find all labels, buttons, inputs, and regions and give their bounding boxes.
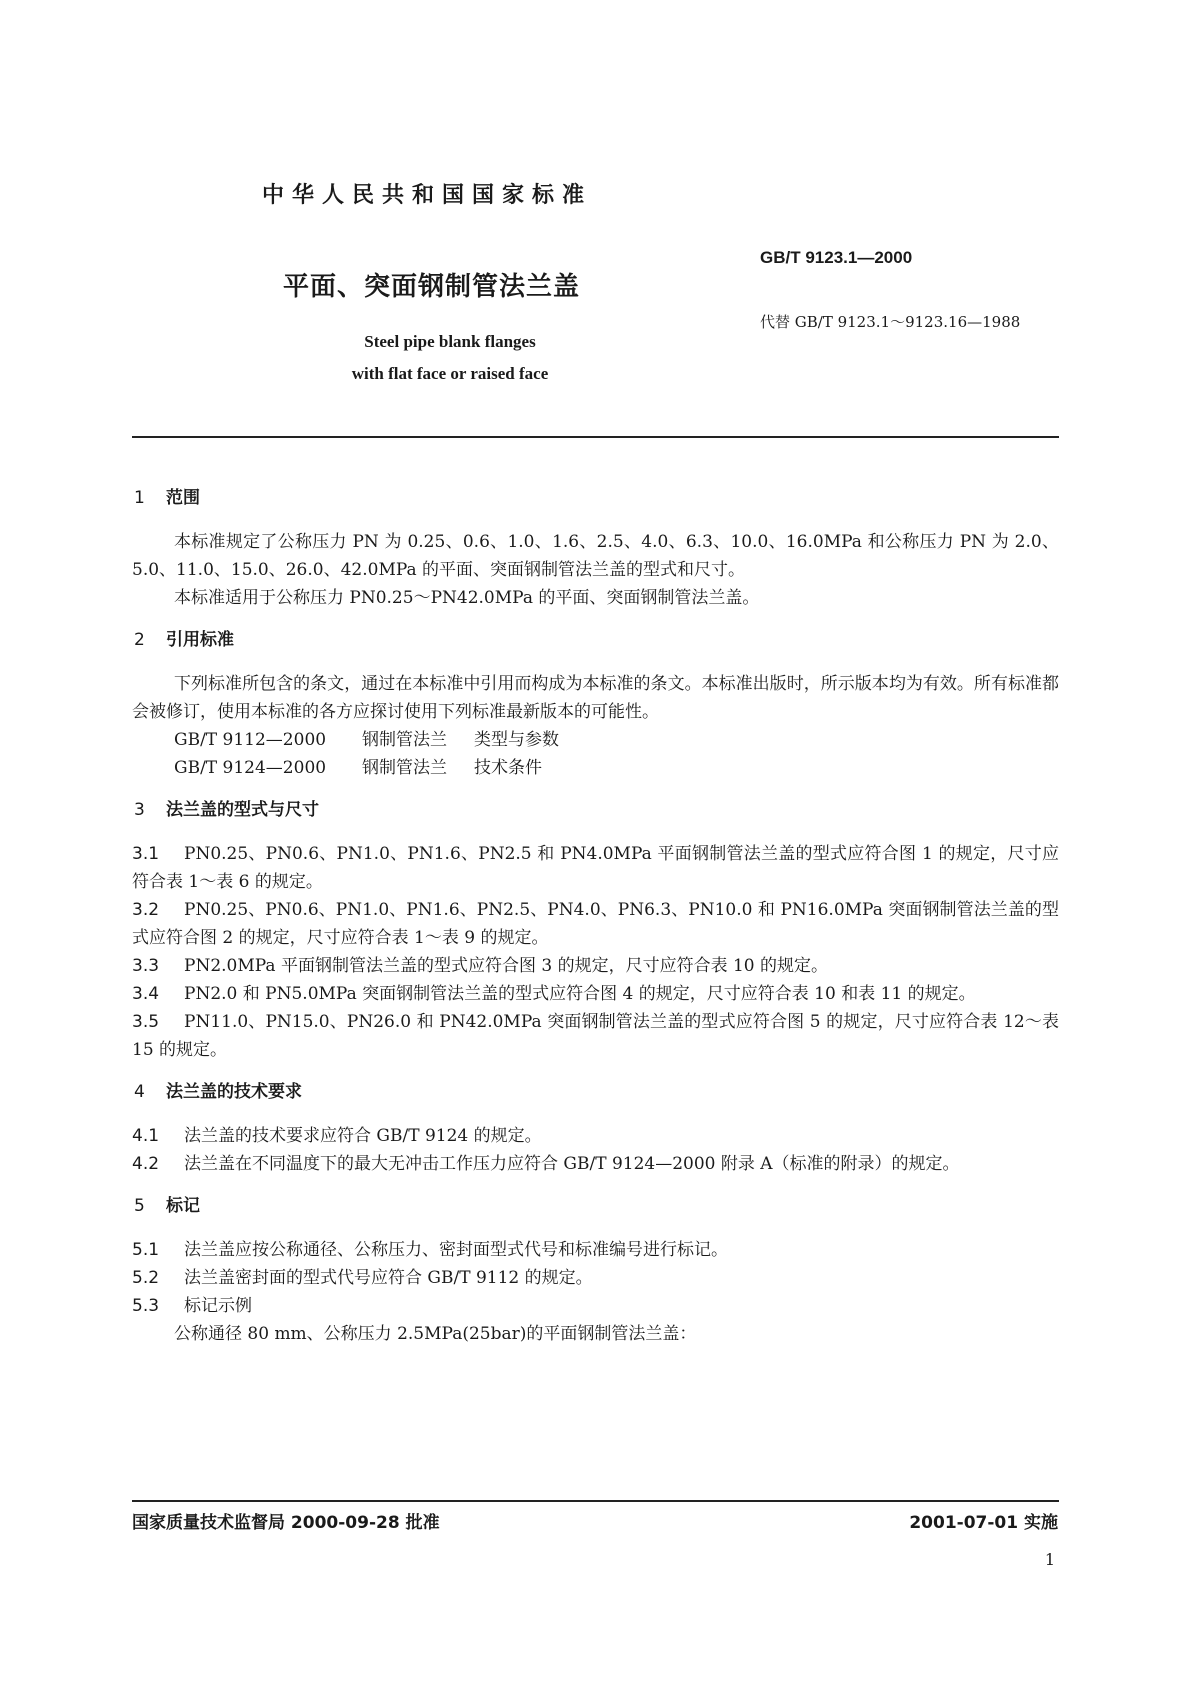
section-title: 法兰盖的型式与尺寸 bbox=[166, 800, 319, 820]
section-heading-marking bbox=[134, 1192, 1059, 1220]
paragraph: 下列标准所包含的条文，通过在本标准中引用而构成为本标准的条文。本标准出版时，所示版本均为有效。所有标准都会被修订，使用本标准的各方应探讨使用下列标准最新版本的可能性。 bbox=[132, 674, 1059, 722]
section-title: 标记 bbox=[166, 1196, 200, 1216]
section-title: 引用标准 bbox=[166, 630, 234, 650]
reference-code: GB/T 9112—2000 bbox=[174, 730, 327, 750]
clause-number: 3.3 bbox=[132, 956, 160, 976]
section-heading-types-dimensions bbox=[134, 796, 1059, 824]
document-title-english bbox=[310, 326, 590, 390]
clause-text: PN2.0MPa 平面钢制管法兰盖的型式应符合图 3 的规定，尺寸应符合表 10 的规定。 bbox=[184, 956, 829, 976]
implementation-date: 2001-07-01 实施 bbox=[909, 1513, 1058, 1533]
clause-text: 法兰盖密封面的型式代号应符合 GB/T 9112 的规定。 bbox=[184, 1268, 593, 1288]
title-en-line-1: Steel pipe blank flanges bbox=[364, 332, 536, 351]
section-title: 法兰盖的技术要求 bbox=[166, 1082, 302, 1102]
paragraph: 本标准适用于公称压力 PN0.25～PN42.0MPa 的平面、突面钢制管法兰盖。 bbox=[174, 588, 760, 608]
reference-name: 钢制管法兰 bbox=[362, 758, 447, 778]
reference-code: GB/T 9124—2000 bbox=[174, 758, 327, 778]
document-body bbox=[132, 470, 1059, 1348]
clause-text: PN0.25、PN0.6、PN1.0、PN1.6、PN2.5 和 PN4.0MPa 平面钢制管法兰盖的型式应符合图 1 的规定，尺寸应符合表 1～表 6 的规定。 bbox=[132, 844, 1059, 892]
section-number: 1 bbox=[134, 488, 145, 508]
reference-name: 钢制管法兰 bbox=[362, 730, 447, 750]
reference-item bbox=[174, 754, 1059, 782]
reference-desc: 技术条件 bbox=[474, 758, 542, 778]
clause-number: 4.1 bbox=[132, 1126, 160, 1146]
document-title-chinese: 平面、突面钢制管法兰盖 bbox=[283, 272, 581, 302]
clause-text: PN11.0、PN15.0、PN26.0 和 PN42.0MPa 突面钢制管法兰盖的型式应符合图 5 的规定，尺寸应符合表 12～表 15 的规定。 bbox=[132, 1012, 1059, 1060]
clause bbox=[132, 980, 1059, 1008]
marking-example: 公称通径 80 mm、公称压力 2.5MPa(25bar)的平面钢制管法兰盖： bbox=[174, 1324, 697, 1344]
clause-text: 标记示例 bbox=[184, 1296, 252, 1316]
clause bbox=[132, 896, 1059, 952]
approval-note: 国家质量技术监督局 2000-09-28 批准 bbox=[132, 1513, 440, 1533]
section-heading-references bbox=[134, 626, 1059, 654]
standard-number: GB/T 9123.1—2000 bbox=[760, 248, 913, 267]
national-standard-heading: 中华人民共和国国家标准 bbox=[262, 183, 593, 208]
clause-number: 5.2 bbox=[132, 1268, 160, 1288]
clause bbox=[132, 1292, 1059, 1320]
clause-number: 3.2 bbox=[132, 900, 160, 920]
clause-text: 法兰盖应按公称通径、公称压力、密封面型式代号和标准编号进行标记。 bbox=[184, 1240, 728, 1260]
page-number: 1 bbox=[1044, 1550, 1055, 1569]
clause-number: 5.1 bbox=[132, 1240, 160, 1260]
replaces-note: 代替 GB/T 9123.1～9123.16—1988 bbox=[760, 313, 1021, 331]
section-title: 范围 bbox=[166, 488, 200, 508]
clause-text: 法兰盖在不同温度下的最大无冲击工作压力应符合 GB/T 9124—2000 附录 A（标准的附录）的规定。 bbox=[184, 1154, 960, 1174]
clause bbox=[132, 1150, 1059, 1178]
clause-number: 5.3 bbox=[132, 1296, 160, 1316]
clause-number: 3.5 bbox=[132, 1012, 160, 1032]
clause-number: 3.4 bbox=[132, 984, 160, 1004]
section-number: 3 bbox=[134, 800, 145, 820]
clause-number: 4.2 bbox=[132, 1154, 160, 1174]
clause bbox=[132, 1008, 1059, 1064]
clause-text: 法兰盖的技术要求应符合 GB/T 9124 的规定。 bbox=[184, 1126, 542, 1146]
reference-desc: 类型与参数 bbox=[474, 730, 559, 750]
section-heading-scope bbox=[134, 484, 1059, 512]
section-heading-technical-requirements bbox=[134, 1078, 1059, 1106]
clause-text: PN0.25、PN0.6、PN1.0、PN1.6、PN2.5、PN4.0、PN6.3、PN10.0 和 PN16.0MPa 突面钢制管法兰盖的型式应符合图 2 的规定，尺寸应符合表 1～表 9 的规定。 bbox=[132, 900, 1059, 948]
clause-number: 3.1 bbox=[132, 844, 160, 864]
clause bbox=[132, 1264, 1059, 1292]
clause-text: PN2.0 和 PN5.0MPa 突面钢制管法兰盖的型式应符合图 4 的规定，尺寸应符合表 10 和表 11 的规定。 bbox=[184, 984, 976, 1004]
clause bbox=[132, 952, 1059, 980]
footer-divider bbox=[132, 1500, 1059, 1502]
section-number: 4 bbox=[134, 1082, 145, 1102]
clause bbox=[132, 1122, 1059, 1150]
title-en-line-2: with flat face or raised face bbox=[351, 364, 549, 383]
clause bbox=[132, 1236, 1059, 1264]
section-number: 5 bbox=[134, 1196, 145, 1216]
paragraph: 本标准规定了公称压力 PN 为 0.25、0.6、1.0、1.6、2.5、4.0、6.3、10.0、16.0MPa 和公称压力 PN 为 2.0、5.0、11.0、15.0、26.0、42.0MPa 的平面、突面钢制管法兰盖的型式和尺寸。 bbox=[132, 532, 1059, 580]
header-divider bbox=[132, 436, 1059, 438]
section-number: 2 bbox=[134, 630, 145, 650]
reference-item bbox=[174, 726, 1059, 754]
clause bbox=[132, 840, 1059, 896]
